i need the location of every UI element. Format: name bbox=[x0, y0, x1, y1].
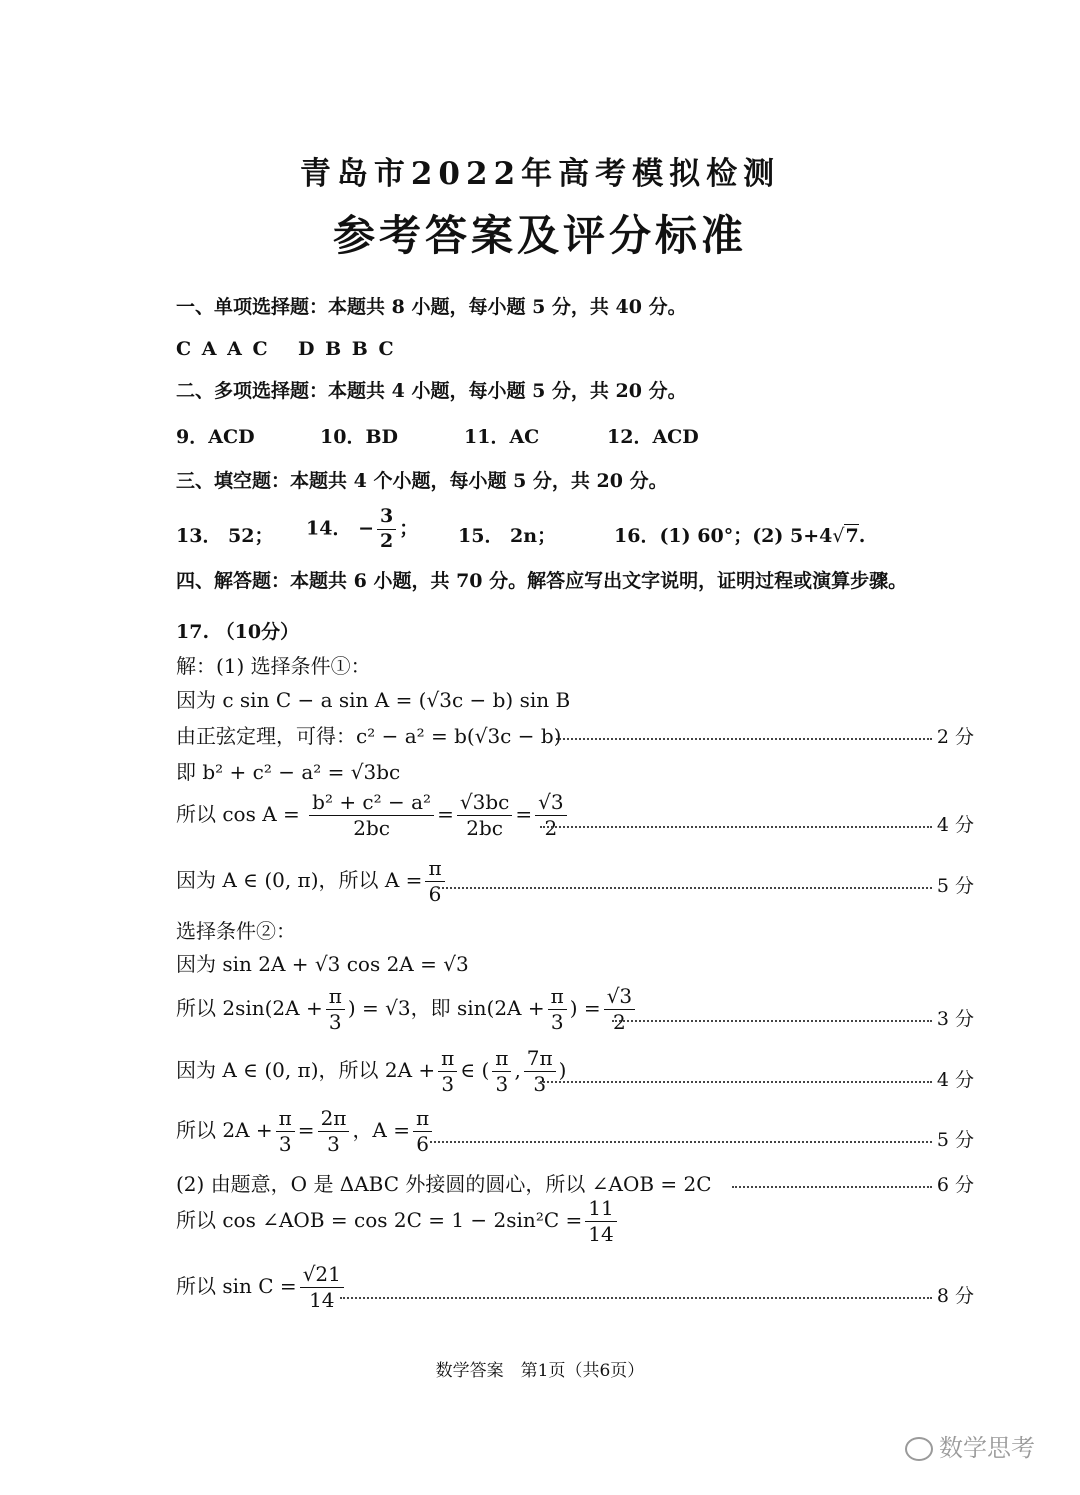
q17-line-11 bbox=[176, 1106, 435, 1157]
q17-line-1: 解：(1) 选择条件①： bbox=[176, 654, 371, 678]
answer-q9: 9．ACD bbox=[176, 426, 255, 448]
page-subtitle: 参考答案及评分标准 bbox=[332, 211, 747, 260]
l10-fraction-2 bbox=[492, 1046, 511, 1097]
score-label: 6 分 bbox=[936, 1174, 974, 1196]
l11-fraction-2 bbox=[318, 1106, 350, 1157]
q14-label: 14． bbox=[306, 517, 352, 540]
q17-line-4: 即 b² + c² − a² = √3bc bbox=[176, 760, 401, 784]
denominator: 3 bbox=[327, 1132, 340, 1156]
q17-line-9 bbox=[176, 984, 638, 1035]
numerator: π bbox=[413, 1106, 432, 1132]
score-label: 4 分 bbox=[936, 814, 974, 836]
numerator: π bbox=[276, 1106, 295, 1132]
score-label: 3 分 bbox=[936, 1008, 974, 1030]
q17-header: 17. （10分） bbox=[176, 621, 300, 643]
denominator: 2 bbox=[613, 1010, 626, 1034]
numerator: 7π bbox=[524, 1046, 556, 1072]
q17-line-6 bbox=[176, 856, 448, 907]
answer-q13: 13． 52； bbox=[176, 525, 274, 547]
numerator: 11 bbox=[585, 1196, 616, 1222]
l11-fraction-3 bbox=[413, 1106, 432, 1157]
score-leader bbox=[340, 1297, 932, 1299]
section-2-heading: 二、多项选择题：本题共 4 小题，每小题 5 分，共 20 分。 bbox=[176, 380, 687, 402]
numerator: π bbox=[438, 1046, 457, 1072]
answer-q10: 10．BD bbox=[320, 426, 398, 448]
q14-fraction bbox=[377, 505, 396, 554]
score-leader bbox=[540, 826, 932, 828]
score-leader bbox=[438, 887, 932, 889]
denominator: 3 bbox=[328, 1010, 342, 1034]
denominator: 2 bbox=[544, 816, 558, 840]
score-leader bbox=[540, 1081, 932, 1083]
numerator: √21 bbox=[300, 1262, 344, 1288]
denominator: 6 bbox=[416, 1132, 429, 1156]
l14-fraction bbox=[300, 1262, 344, 1313]
numerator: π bbox=[425, 856, 444, 882]
q17-line-3: 由正弦定理，可得：c² − a² = b(√3c − b) bbox=[176, 724, 562, 748]
answer-q14 bbox=[306, 505, 418, 554]
denominator: 3 bbox=[550, 1010, 564, 1034]
denominator: 2bc bbox=[353, 816, 390, 840]
l5-fraction-2 bbox=[457, 790, 512, 841]
l10-part-e: ) bbox=[558, 1058, 567, 1082]
l5-fraction-1 bbox=[309, 790, 434, 841]
l11-part-c: ，A = bbox=[352, 1118, 410, 1142]
denominator: 2bc bbox=[466, 816, 503, 840]
numerator: 2π bbox=[318, 1106, 350, 1132]
denominator: 3 bbox=[533, 1072, 547, 1096]
score-leader bbox=[612, 1020, 932, 1022]
q17-line-8: 因为 sin 2A + √3 cos 2A = √3 bbox=[176, 952, 469, 976]
section-3-heading: 三、填空题：本题共 4 个小题，每小题 5 分，共 20 分。 bbox=[176, 470, 668, 492]
l9-part-a: 所以 2sin(2A + bbox=[176, 996, 323, 1020]
l10-part-b: ∈ ( bbox=[460, 1058, 490, 1082]
denominator: 3 bbox=[278, 1132, 292, 1156]
denominator: 14 bbox=[309, 1288, 335, 1312]
l10-part-c: , bbox=[514, 1058, 521, 1082]
q17-line-14 bbox=[176, 1262, 347, 1313]
q17-line-12: (2) 由题意，O 是 ΔABC 外接圆的圆心，所以 ∠AOB = 2C bbox=[176, 1172, 712, 1196]
l9-part-c: ) = bbox=[569, 996, 601, 1020]
l5-fraction-3 bbox=[535, 790, 566, 841]
numerator: π bbox=[326, 984, 345, 1010]
l13-prefix: 所以 cos ∠AOB = cos 2C = 1 − 2sin²C = bbox=[176, 1208, 583, 1232]
numerator: √3 bbox=[535, 790, 566, 816]
score-label: 8 分 bbox=[936, 1285, 974, 1307]
score-label: 4 分 bbox=[936, 1069, 974, 1091]
l5-prefix: 所以 cos A = bbox=[176, 802, 300, 826]
score-label: 5 分 bbox=[936, 875, 974, 897]
section-1-heading: 一、单项选择题：本题共 8 小题，每小题 5 分，共 40 分。 bbox=[176, 296, 687, 318]
score-leader bbox=[556, 738, 932, 740]
q14-numerator: 3 bbox=[377, 505, 396, 530]
denominator: 14 bbox=[588, 1222, 614, 1246]
q16-text: 16．(1) 60°；(2) 5+4 bbox=[614, 525, 833, 547]
denominator: 3 bbox=[495, 1072, 509, 1096]
l6-fraction bbox=[425, 856, 444, 907]
q14-end: ； bbox=[399, 517, 419, 540]
l10-part-a: 因为 A ∈ (0, π)，所以 2A + bbox=[176, 1058, 436, 1082]
wechat-icon bbox=[905, 1437, 933, 1461]
q14-sign: − bbox=[358, 517, 374, 540]
l9-fraction-3 bbox=[604, 984, 635, 1035]
l11-part-a: 所以 2A + bbox=[176, 1118, 273, 1142]
denominator: 3 bbox=[441, 1072, 455, 1096]
score-leader bbox=[732, 1186, 932, 1188]
numerator: π bbox=[492, 1046, 511, 1072]
watermark-text: 数学思考 bbox=[939, 1434, 1035, 1462]
l14-prefix: 所以 sin C = bbox=[176, 1274, 297, 1298]
section-1-answers-a: C A A C bbox=[176, 338, 270, 360]
page-title: 青岛市2022年高考模拟检测 bbox=[299, 156, 781, 192]
score-leader bbox=[430, 1141, 932, 1143]
l10-fraction-1 bbox=[438, 1046, 457, 1097]
l13-fraction bbox=[585, 1196, 616, 1247]
l11-part-b: = bbox=[297, 1118, 315, 1142]
q17-line-5: 所以 cos A = $\frac{\text{b² + c² − a²}}{2bc}$ = $\frac{√3bc}{2bc}$ = $\frac{√3}{2}$ bbox=[176, 790, 570, 841]
l9-fraction-1 bbox=[326, 984, 345, 1035]
numerator: √3bc bbox=[457, 790, 512, 816]
answer-q15: 15． 2n； bbox=[458, 525, 557, 547]
l11-fraction-1 bbox=[276, 1106, 295, 1157]
q16-radicand: 7 bbox=[845, 525, 859, 547]
q14-denominator: 2 bbox=[380, 529, 394, 552]
q16-end: . bbox=[858, 525, 866, 547]
q17-line-10 bbox=[176, 1046, 566, 1097]
answer-q16: 16．(1) 60°；(2) 5+4√7. bbox=[614, 525, 866, 547]
l9-part-b: ) = √3，即 sin(2A + bbox=[347, 996, 545, 1020]
score-label: 2 分 bbox=[936, 726, 974, 748]
l9-fraction-2 bbox=[548, 984, 567, 1035]
numerator: b² + c² − a² bbox=[309, 790, 434, 816]
score-label: 5 分 bbox=[936, 1129, 974, 1151]
numerator: π bbox=[548, 984, 567, 1010]
page-footer: 数学答案 第1页（共6页） bbox=[435, 1361, 645, 1381]
l6-prefix: 因为 A ∈ (0, π)，所以 A = bbox=[176, 868, 423, 892]
answer-q11: 11．AC bbox=[464, 426, 540, 448]
q17-line-2: 因为 c sin C − a sin A = (√3c − b) sin B bbox=[176, 688, 571, 712]
watermark bbox=[905, 1428, 1035, 1463]
denominator: 6 bbox=[428, 882, 442, 906]
section-1-answers-b: D B B C bbox=[298, 338, 396, 360]
l10-fraction-3 bbox=[524, 1046, 556, 1097]
q17-line-13 bbox=[176, 1196, 620, 1247]
answer-q12: 12．ACD bbox=[607, 426, 699, 448]
section-4-heading: 四、解答题：本题共 6 小题，共 70 分。解答应写出文字说明，证明过程或演算步骤。 bbox=[176, 570, 908, 592]
numerator: √3 bbox=[604, 984, 635, 1010]
q17-line-7: 选择条件②： bbox=[176, 919, 296, 943]
